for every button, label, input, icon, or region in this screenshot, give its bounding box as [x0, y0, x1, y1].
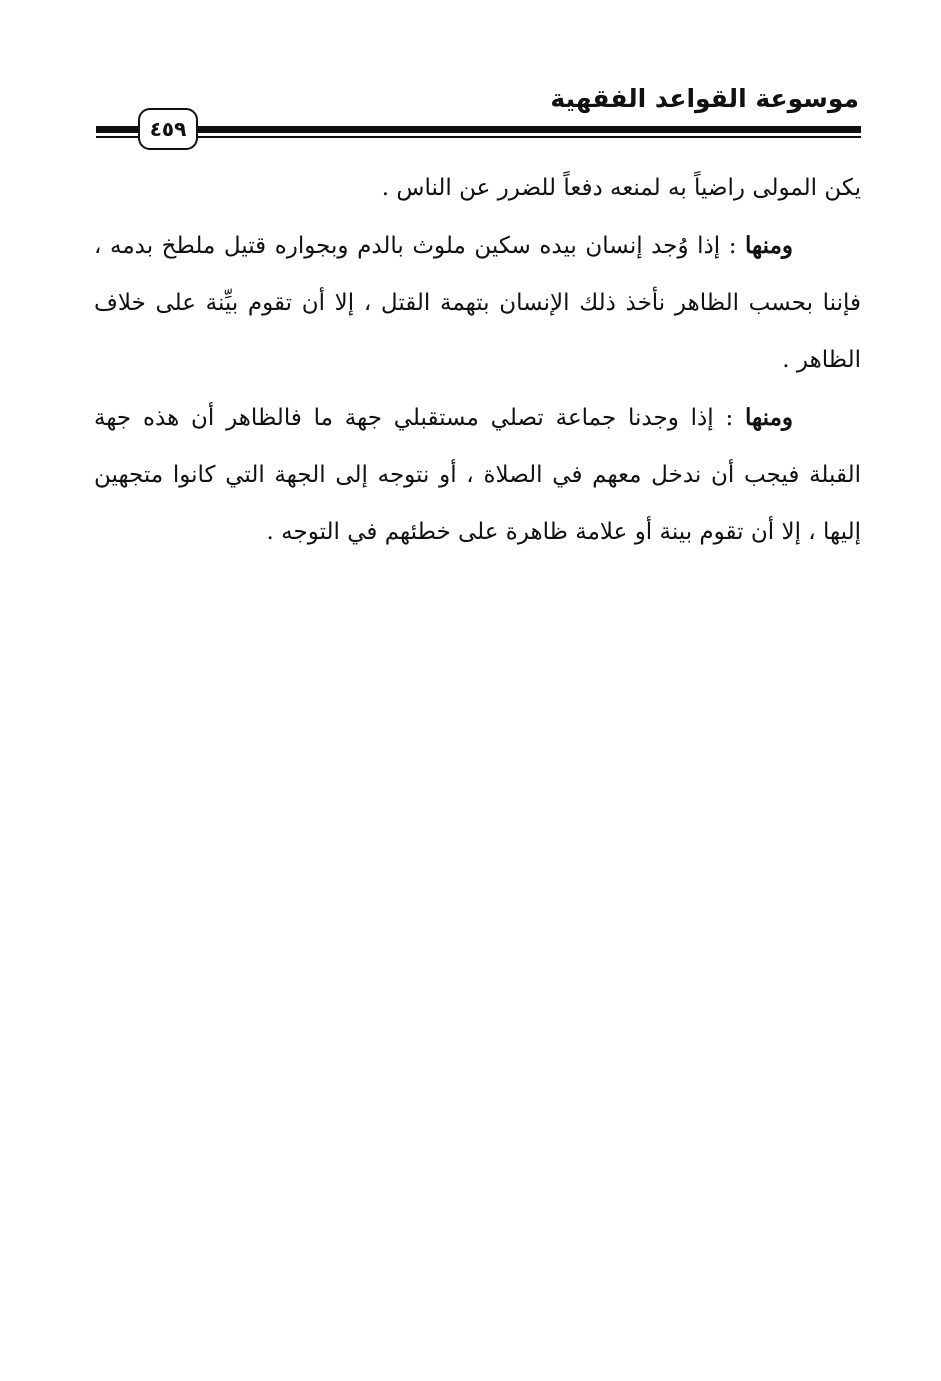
paragraph-text: : إذا وجدنا جماعة تصلي مستقبلي جهة ما فالظاهر أن هذه جهة القبلة فيجب أن ندخل معهم في الصلاة ، أو نتوجه إلى الجهة التي كانوا متجهين إليها ، إلا أن تقوم بينة أو علامة ظاهرة على خطئهم في التوجه .: [94, 405, 861, 545]
paragraph-example-1: [94, 217, 861, 389]
paragraph-text: : إذا وُجد إنسان بيده سكين ملوث بالدم وبجواره قتيل ملطخ بدمه ، فإننا بحسب الظاهر نأخذ ذلك الإنسان بتهمة القتل ، إلا أن تقوم بيِّنة على خلاف الظاهر .: [94, 233, 861, 373]
paragraph-text: يكن المولى راضياً به لمنعه دفعاً للضرر عن الناس .: [381, 175, 861, 201]
header-rule-thick: [96, 126, 861, 133]
paragraph-lead-word: ومنها: [745, 404, 793, 431]
paragraph-lead-word: ومنها: [745, 232, 793, 259]
header-rule-thin: [96, 136, 861, 138]
page-number-badge: ٤٥٩: [138, 108, 198, 150]
paragraph-example-2: [94, 389, 861, 561]
body-text: [94, 160, 861, 561]
paragraph-continuation: [94, 160, 861, 217]
running-header-title: موسوعة القواعد الفقهية: [550, 84, 859, 113]
